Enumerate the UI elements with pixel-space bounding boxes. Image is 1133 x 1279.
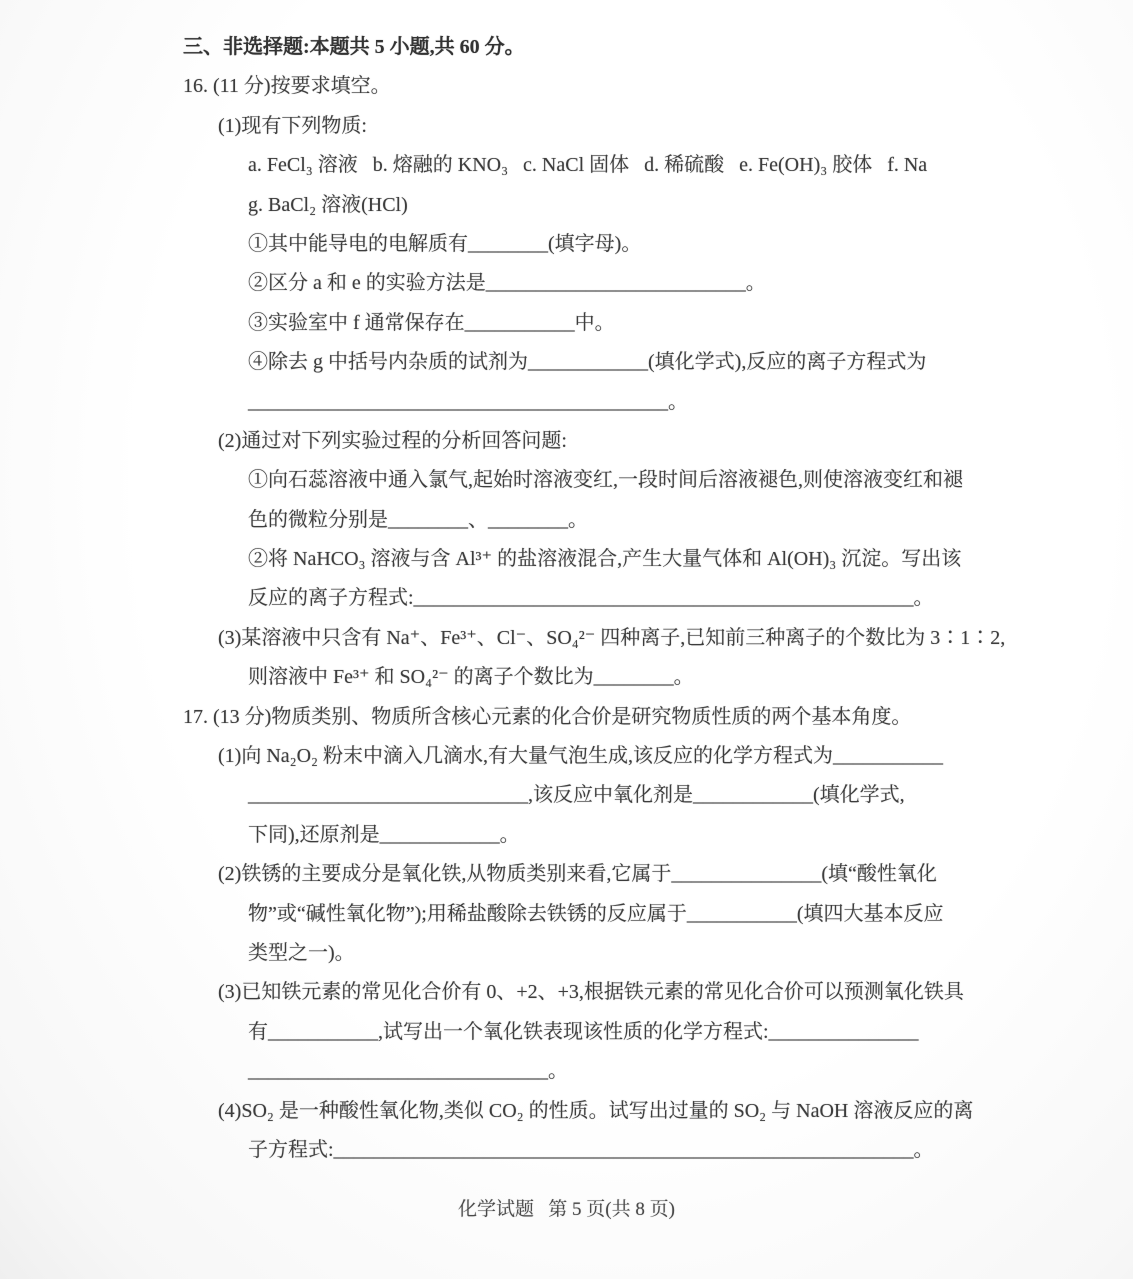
q16-part2-item2-cont: 反应的离子方程式:__________________________________________________。 bbox=[248, 587, 934, 610]
q16-part1-item4: ④除去 g 中括号内杂质的试剂为____________(填化学式),反应的离子方程式为 bbox=[248, 351, 927, 374]
q16-part3-cont: 则溶液中 Fe³⁺ 和 SO₄²⁻ 的离子个数比为________。 bbox=[248, 666, 694, 689]
q17-part1: (1)向 Na₂O₂ 粉末中滴入几滴水,有大量气泡生成,该反应的化学方程式为___________ bbox=[218, 745, 944, 768]
section-header: 三、非选择题:本题共 5 小题,共 60 分。 bbox=[183, 36, 525, 58]
q17-part3: (3)已知铁元素的常见化合价有 0、+2、+3,根据铁元素的常见化合价可以预测氧化铁具 bbox=[218, 981, 964, 1004]
footer-spacer bbox=[534, 1199, 548, 1220]
page-footer bbox=[0, 1194, 1133, 1221]
question-17-stem: 17. (13 分)物质类别、物质所含核心元素的化合价是研究物质性质的两个基本角度。 bbox=[183, 705, 912, 728]
footer-page-number: 第 5 页(共 8 页) bbox=[548, 1199, 675, 1220]
q17-part2-cont2: 类型之一)。 bbox=[248, 941, 355, 964]
q16-part2-label: (2)通过对下列实验过程的分析回答问题: bbox=[218, 429, 567, 452]
q16-part1-label: (1)现有下列物质: bbox=[218, 114, 367, 137]
q16-part1-item2: ②区分 a 和 e 的实验方法是__________________________。 bbox=[248, 272, 766, 295]
question-16-stem: 16. (11 分)按要求填空。 bbox=[183, 75, 391, 98]
q17-part4: (4)SO₂ 是一种酸性氧化物,类似 CO₂ 的性质。试写出过量的 SO₂ 与 NaOH 溶液反应的离 bbox=[218, 1099, 974, 1122]
q17-part3-cont1: 有___________,试写出一个氧化铁表现该性质的化学方程式:_______________ bbox=[248, 1020, 919, 1043]
q17-part1-cont1: ____________________________,该反应中氧化剂是____________(填化学式, bbox=[248, 784, 905, 807]
q16-substance-list-row2: g. BaCl₂ 溶液(HCl) bbox=[248, 193, 408, 216]
q17-part1-cont2: 下同),还原剂是____________。 bbox=[248, 823, 520, 846]
q16-part2-item2: ②将 NaHCO₃ 溶液与含 Al³⁺ 的盐溶液混合,产生大量气体和 Al(OH)₃ 沉淀。写出该 bbox=[248, 548, 962, 571]
exam-content bbox=[0, 28, 1133, 1170]
q16-part3: (3)某溶液中只含有 Na⁺、Fe³⁺、Cl⁻、SO₄²⁻ 四种离子,已知前三种离子的个数比为 3∶1∶2, bbox=[218, 626, 1006, 649]
q17-part4-cont: 子方程式:__________________________________________________________。 bbox=[248, 1138, 934, 1161]
q17-part2-cont1: 物”或“碱性氧化物”);用稀盐酸除去铁锈的反应属于___________(填四大基本反应 bbox=[248, 902, 944, 925]
q16-part1-item3: ③实验室中 f 通常保存在___________中。 bbox=[248, 311, 615, 334]
q17-part2: (2)铁锈的主要成分是氧化铁,从物质类别来看,它属于_______________(填“酸性氧化 bbox=[218, 863, 937, 886]
footer-doc-title: 化学试题 bbox=[458, 1199, 535, 1220]
q16-substance-list-row1: a. FeCl₃ 溶液 b. 熔融的 KNO₃ c. NaCl 固体 d. 稀硫酸 e. Fe(OH)₃ 胶体 f. Na bbox=[248, 154, 928, 177]
q16-part1-item1: ①其中能导电的电解质有________(填字母)。 bbox=[248, 232, 642, 255]
q16-part1-item4-answer-line: __________________________________________。 bbox=[248, 390, 688, 413]
q16-part2-item1-cont: 色的微粒分别是________、________。 bbox=[248, 508, 588, 531]
q17-part3-cont2: ______________________________。 bbox=[248, 1060, 568, 1083]
q16-part2-item1: ①向石蕊溶液中通入氯气,起始时溶液变红,一段时间后溶液褪色,则使溶液变红和褪 bbox=[248, 469, 963, 492]
